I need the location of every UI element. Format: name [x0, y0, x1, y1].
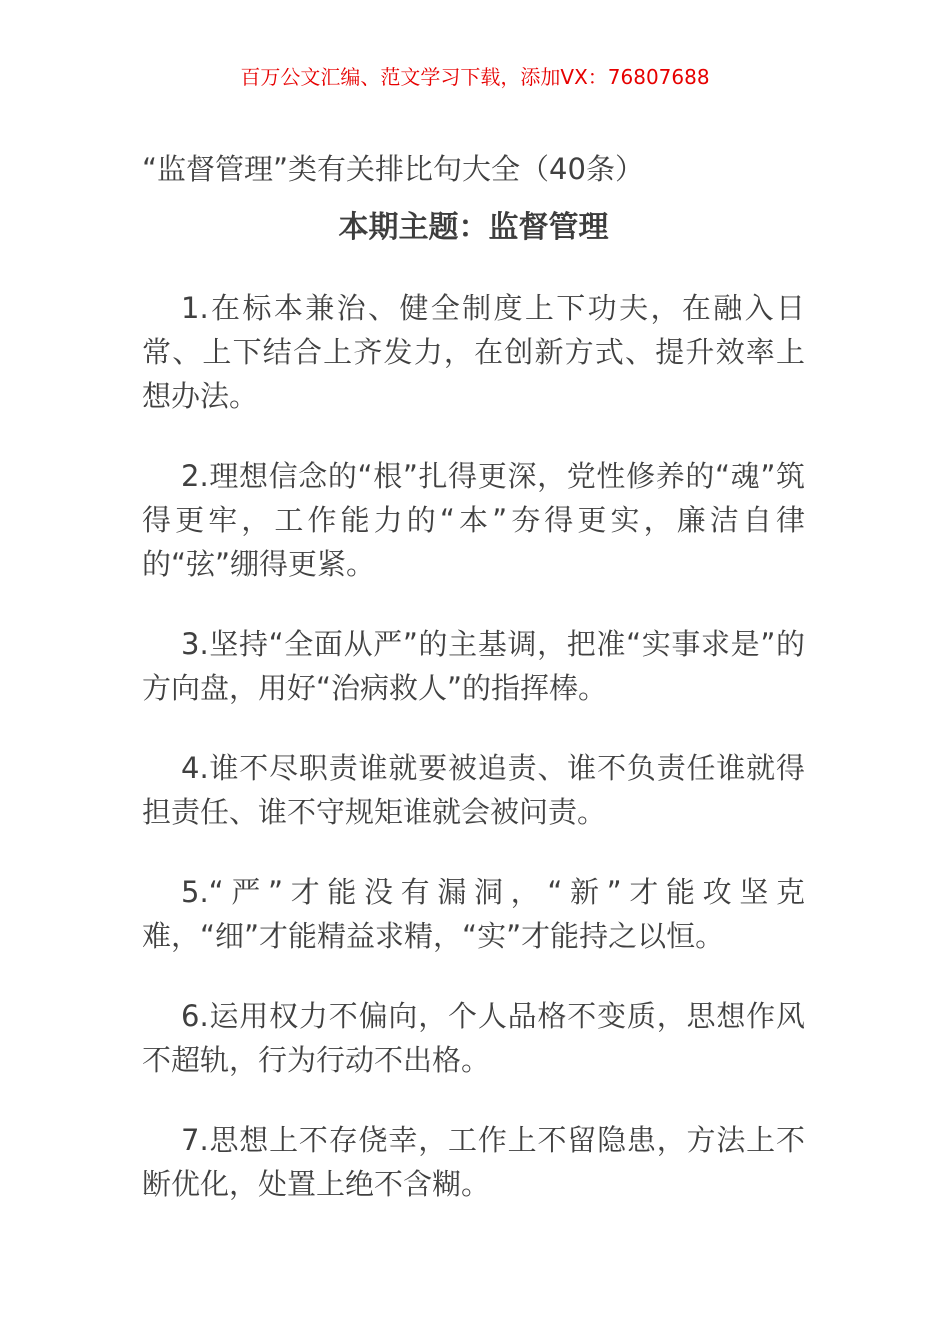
document-subtitle: 本期主题：监督管理	[338, 210, 609, 245]
paragraph-item-4: 4.谁不尽职责谁就要被追责、谁不负责任谁就得担责任、谁不守规矩谁就会被问责。	[142, 751, 805, 829]
paragraph-item-6: 6.运用权力不偏向，个人品格不变质，思想作风不超轨，行为行动不出格。	[142, 999, 805, 1077]
paragraph-item-3: 3.坚持“全面从严”的主基调，把准“实事求是”的方向盘，用好“治病救人”的指挥棒。	[142, 627, 805, 705]
paragraph-item-1: 1.在标本兼治、健全制度上下功夫，在融入日常、上下结合上齐发力，在创新方式、提升效率上想办法。	[142, 291, 805, 413]
paragraph-item-5: 5.“严”才能没有漏洞，“新”才能攻坚克难，“细”才能精益求精，“实”才能持之以恒。	[142, 875, 805, 953]
paragraph-list	[142, 286, 805, 1206]
document-title: “监督管理”类有关排比句大全（40条）	[142, 152, 644, 186]
paragraph-item-2: 2.理想信念的“根”扎得更深，党性修养的“魂”筑得更牢，工作能力的“本”夯得更实，廉洁自律的“弦”绷得更紧。	[142, 459, 805, 581]
paragraph-item-7: 7.思想上不存侥幸，工作上不留隐患，方法上不断优化，处置上绝不含糊。	[142, 1123, 805, 1201]
promo-banner-text: 百万公文汇编、范文学习下载，添加VX：76807688	[240, 65, 710, 89]
promo-banner	[0, 0, 950, 90]
document-body	[0, 148, 950, 1206]
